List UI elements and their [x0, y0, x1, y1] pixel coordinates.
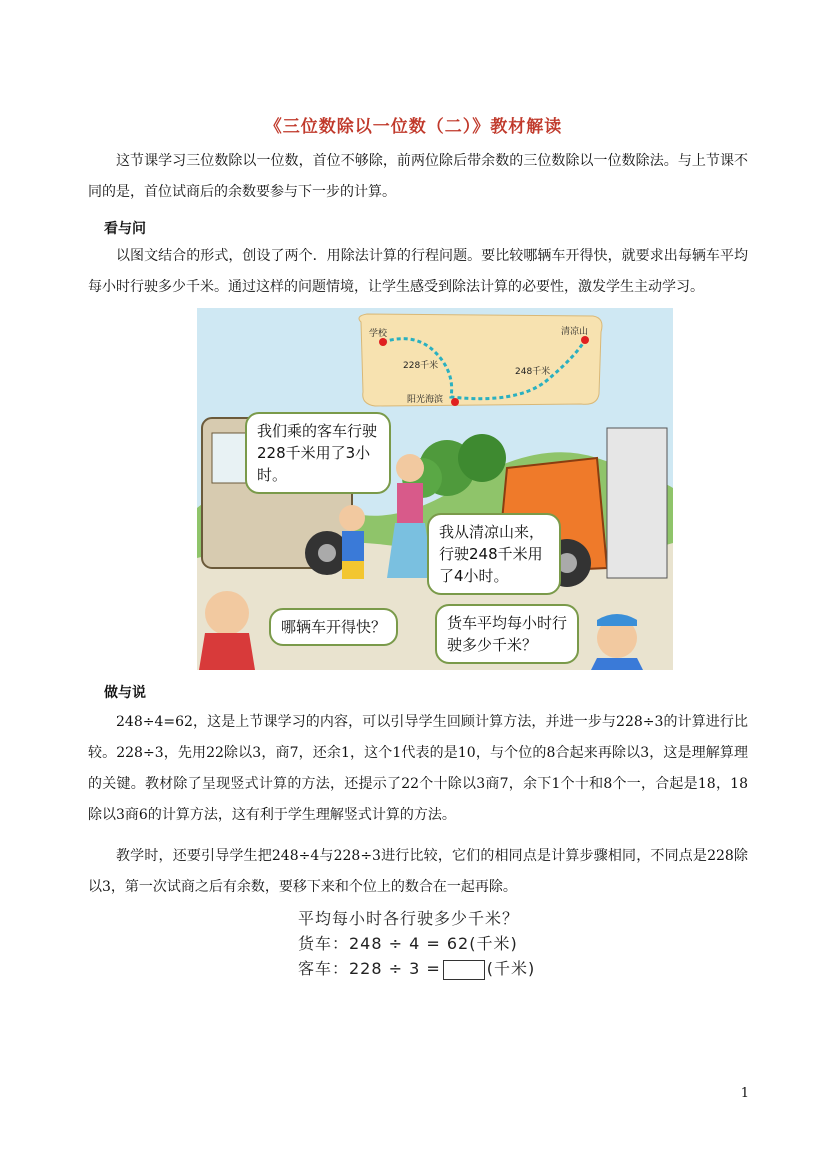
- section-heading-look-ask: 看与问: [104, 221, 146, 237]
- section2-paragraph-1: 248÷4=62，这是上节课学习的内容，可以引导学生回顾计算方法，并进一步与228÷3的计算进行比较。228÷3，先用22除以3，商7，还余1，这个1代表的是10，与个位的8合起来再除以3，这是理解算理的关键。教材除了呈现竖式计算的方法，还提示了22个十除以3商7，余下1个十和8个一，合起是18，18除以3商6的计算方法，这有利于学生理解竖式计算的方法。: [88, 714, 748, 823]
- answer-blank: [443, 960, 485, 980]
- map-label-mountain: 清凉山: [561, 327, 589, 337]
- section1-paragraph: 以图文结合的形式，创设了两个．用除法计算的行程问题。要比较哪辆车开得快，就要求出每辆车平均每小时行驶多少千米。通过这样的问题情境，让学生感受到除法计算的必要性，激发学生主动学习。: [88, 248, 748, 295]
- section2-paragraph-2: 教学时，还要引导学生把248÷4与228÷3进行比较，它们的相同点是计算步骤相同，不同点是228除以3，第一次试商之后有余数，要移下来和个位上的数合在一起再除。: [88, 848, 748, 895]
- equation-truck: 货车：248 ÷ 4 = 62(千米): [298, 934, 518, 953]
- section-heading-do-say: 做与说: [104, 685, 146, 701]
- map-label-beach: 阳光海滨: [407, 395, 444, 405]
- map-label-dist-248: 248千米: [515, 367, 551, 377]
- route-map: [355, 312, 605, 408]
- illustration: [197, 308, 673, 670]
- equation-bus-unit: (千米): [486, 959, 536, 978]
- map-label-school: 学校: [369, 329, 388, 339]
- equation-box: [298, 906, 535, 981]
- intro-paragraph: 这节课学习三位数除以一位数，首位不够除，前两位除后带余数的三位数除以一位数除法。与上节课不同的是，首位试商后的余数要参与下一步的计算。: [88, 153, 748, 200]
- equation-bus: [298, 956, 535, 981]
- equation-question: 平均每小时各行驶多少千米？: [298, 909, 520, 928]
- map-label-dist-228: 228千米: [403, 361, 439, 371]
- page-number: 1: [740, 1086, 749, 1101]
- speech-bubble-truck: 我从清凉山来，行驶248千米用了4小时。: [427, 513, 561, 595]
- page-title: 《三位数除以一位数（二）》教材解读: [264, 117, 563, 137]
- equation-bus-prefix: 客车：228 ÷ 3 =: [298, 959, 441, 978]
- speech-bubble-bus: 我们乘的客车行驶228千米用了3小时。: [245, 412, 391, 494]
- speech-bubble-boy: 货车平均每小时行驶多少千米？: [435, 604, 579, 664]
- speech-bubble-girl: 哪辆车开得快？: [269, 608, 398, 646]
